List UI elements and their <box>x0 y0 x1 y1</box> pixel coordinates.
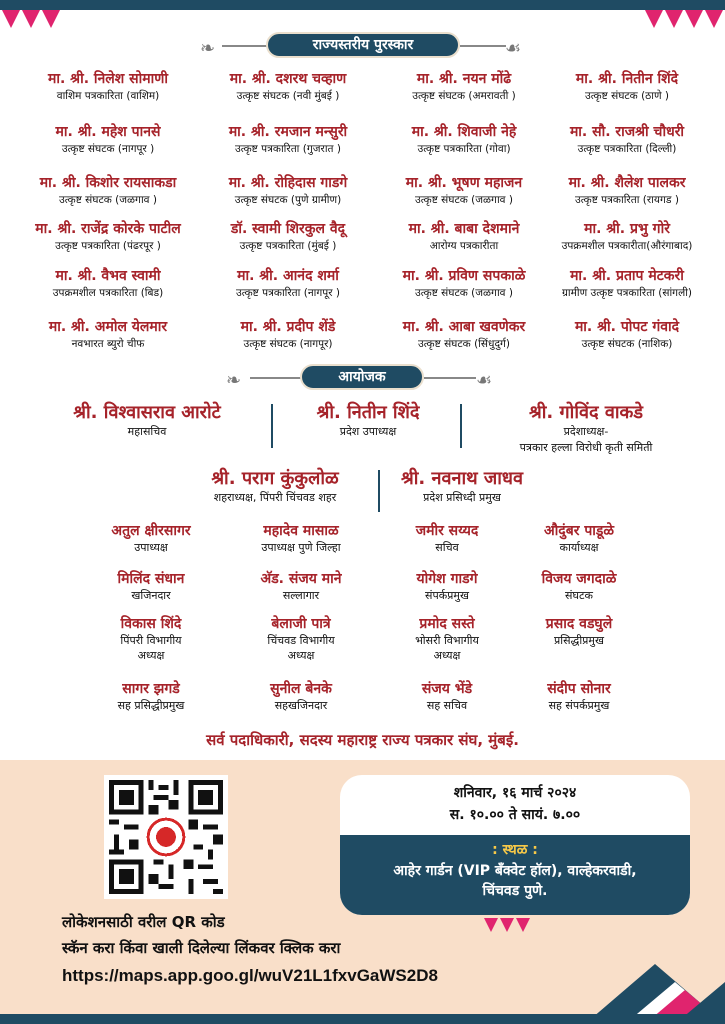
award-name: डॉ. स्वामी शिरकुल वैदू <box>230 221 346 237</box>
organizer-name: अ‍ॅड. संजय माने <box>260 571 342 587</box>
leader-desc: प्रदेशाध्यक्ष- <box>563 425 609 438</box>
divider <box>378 470 380 512</box>
location-instruction-line2: स्कॅन करा किंवा खाली दिलेल्या लिंकवर क्लिक करा <box>62 939 341 957</box>
map-link[interactable]: https://maps.app.goo.gl/wuV21L1fxvGaWS2D8 <box>62 966 438 985</box>
leader-name: श्री. गोविंद वाकडे <box>529 402 643 423</box>
award-entry <box>537 220 717 254</box>
award-entry <box>198 174 378 208</box>
award-name: मा. श्री. शैलेश पालकर <box>568 175 686 191</box>
award-entry <box>198 267 378 301</box>
organizer-role: पिंपरी विभागीय <box>120 634 182 647</box>
award-entry <box>18 174 198 208</box>
award-name: मा. श्री. वैभव स्वामी <box>55 268 161 284</box>
award-entry <box>537 123 717 157</box>
organizer-entry <box>216 522 386 555</box>
leader-desc: पत्रकार हल्ला विरोधी कृती समिती <box>519 441 653 454</box>
award-desc: उत्कृष्ट संघटक (अमरावती ) <box>412 90 516 102</box>
awards-section-header <box>0 30 725 62</box>
organizer-entry <box>66 615 236 663</box>
organizer-entry <box>494 680 664 713</box>
organizer-name: सुनील बेनके <box>270 681 332 697</box>
award-desc: वाशिम पत्रकारिता (वाशिम) <box>56 90 160 102</box>
pink-triangle-decoration <box>645 10 663 28</box>
leader-name: श्री. नितीन शिंदे <box>316 402 420 423</box>
organizer-role: उपाध्यक्ष <box>134 541 168 554</box>
award-name: मा. श्री. नितीन शिंदे <box>575 71 679 87</box>
award-name: मा. श्री. प्रभु गोरे <box>584 221 670 237</box>
award-entry <box>18 70 198 104</box>
award-entry <box>537 267 717 301</box>
organizer-name: प्रमोद सस्ते <box>419 616 475 632</box>
qr-code[interactable] <box>104 775 228 899</box>
award-desc: उत्कृष्ट पत्रकारिता (नागपूर ) <box>236 287 340 299</box>
award-desc: नवभारत ब्युरो चीफ <box>71 338 145 350</box>
award-entry <box>374 174 554 208</box>
award-name: मा. श्री. रमजान मन्सुरी <box>228 124 348 140</box>
organizer-role: संपर्कप्रमुख <box>425 589 469 602</box>
leader-entry <box>382 468 542 506</box>
award-name: मा. श्री. प्रविण सपकाळे <box>402 268 526 284</box>
leader-desc: शहराध्यक्ष, पिंपरी चिंचवड शहर <box>213 491 337 504</box>
flourish-left: ❧ <box>226 370 242 391</box>
organizer-role: खजिनदार <box>131 589 171 602</box>
award-name: मा. श्री. आबा खवणेकर <box>402 319 526 335</box>
organizer-name: संजय भेंडे <box>421 681 473 697</box>
leader-entry <box>278 402 458 440</box>
organizer-role: सह संपर्कप्रमुख <box>548 699 610 712</box>
organizer-entry <box>66 680 236 713</box>
organizer-name: सागर झगडे <box>122 681 180 697</box>
award-desc: उपक्रमशील पत्रकारिता (बिड) <box>52 287 164 299</box>
flourish-left: ❧ <box>200 38 216 59</box>
organizer-entry <box>494 522 664 555</box>
organizer-role: अध्यक्ष <box>137 649 165 662</box>
divider <box>271 404 273 448</box>
award-desc: उत्कृष्ट पत्रकारिता (रायगड ) <box>575 194 679 206</box>
award-entry <box>18 220 198 254</box>
organizer-name: जमीर सय्यद <box>415 523 479 539</box>
award-name: मा. सौ. राजश्री चौधरी <box>569 124 685 140</box>
all-members-line: सर्व पदाधिकारी, सदस्य महाराष्ट्र राज्य पत्रकार संघ, मुंबई. <box>206 731 519 749</box>
pink-triangle-decoration <box>665 10 683 28</box>
organizer-role: अध्यक्ष <box>287 649 315 662</box>
pink-triangle-decoration <box>2 10 20 28</box>
awards-heading: राज्यस्तरीय पुरस्कार <box>266 32 460 58</box>
award-name: मा. श्री. भूषण महाजन <box>405 175 523 191</box>
organizer-name: विकास शिंदे <box>120 616 182 632</box>
event-time: स. १०.०० ते सायं. ७.०० <box>449 807 581 823</box>
organizer-name: प्रसाद वडघुले <box>545 616 613 632</box>
organizers-section-header <box>0 362 725 394</box>
leader-entry <box>466 402 706 456</box>
organizer-name: मिलिंद संधान <box>117 571 185 587</box>
divider <box>460 45 506 47</box>
award-desc: उत्कृष्ट संघटक (जळगाव ) <box>415 287 513 299</box>
leader-entry <box>22 402 272 440</box>
organizer-name: योगेश गाडगे <box>416 571 478 587</box>
award-desc: उत्कृष्ट पत्रकारिता (दिल्ली) <box>577 143 677 155</box>
award-desc: उत्कृष्ट पत्रकारिता (गुजरात ) <box>235 143 341 155</box>
award-name: मा. श्री. रोहिदास गाडगे <box>228 175 348 191</box>
venue-address-line1: आहेर गार्डन (VIP बँक्वेट हॉल), वाल्हेकरवाडी, <box>393 863 637 879</box>
award-desc: उत्कृष्ट संघटक (नाशिक) <box>581 338 673 350</box>
divider <box>424 377 476 379</box>
flourish-right: ☙ <box>476 370 493 391</box>
award-entry <box>374 318 554 352</box>
award-entry <box>537 318 717 352</box>
organizer-name: बेलाजी पात्रे <box>271 616 331 632</box>
award-name: मा. श्री. दशरथ चव्हाण <box>229 71 347 87</box>
award-name: मा. श्री. महेश पानसे <box>55 124 161 140</box>
organizers-heading: आयोजक <box>300 364 424 390</box>
award-desc: ग्रामीण उत्कृष्ट पत्रकारिता (सांगली) <box>561 287 693 299</box>
organizer-name: संदीप सोनार <box>547 681 611 697</box>
award-desc: उत्कृष्ट संघटक (सिंधुदुर्ग) <box>417 338 511 350</box>
award-entry <box>198 70 378 104</box>
event-details-card <box>340 775 690 915</box>
organizer-name: औदुंबर पाडूळे <box>543 523 615 539</box>
organizer-name: महादेव मासाळ <box>263 523 339 539</box>
award-desc: आरोग्य पत्रकारीता <box>429 240 499 252</box>
organizer-name: विजय जगदाळे <box>541 571 617 587</box>
divider <box>222 45 268 47</box>
award-entry <box>374 123 554 157</box>
qr-code-graphic <box>104 775 228 899</box>
award-desc: उपक्रमशील पत्रकारीता(औरंगाबाद) <box>561 240 693 252</box>
event-date-time <box>340 775 690 833</box>
award-desc: उत्कृष्ट पत्रकारिता (मुंबई ) <box>239 240 337 252</box>
venue-address-line2: चिंचवड पुणे. <box>482 883 548 899</box>
divider <box>250 377 302 379</box>
award-entry <box>374 70 554 104</box>
pink-triangle-decoration <box>685 10 703 28</box>
bottom-strip <box>0 1014 725 1024</box>
leader-desc: प्रदेश प्रसिध्दी प्रमुख <box>423 491 501 504</box>
leader-desc: प्रदेश उपाध्यक्ष <box>339 425 397 438</box>
award-name: मा. श्री. किशोर रायसाकडा <box>39 175 177 191</box>
award-name: मा. श्री. नयन मोंढे <box>416 71 512 87</box>
organizer-role: सचिव <box>435 541 459 554</box>
organizer-role: चिंचवड विभागीय <box>267 634 335 647</box>
award-entry <box>18 318 198 352</box>
event-date: शनिवार, १६ मार्च २०२४ <box>453 785 577 801</box>
award-entry <box>198 318 378 352</box>
award-name: मा. श्री. आनंद शर्मा <box>237 268 339 284</box>
organizer-role: भोसरी विभागीय <box>415 634 479 647</box>
award-entry <box>198 220 378 254</box>
award-desc: उत्कृष्ट पत्रकारिता (पंढरपूर ) <box>55 240 161 252</box>
award-name: मा. श्री. पोपट गंवादे <box>574 319 680 335</box>
organizer-role: कार्याध्यक्ष <box>559 541 599 554</box>
award-desc: उत्कृष्ट संघटक (जळगाव ) <box>59 194 157 206</box>
leader-desc: महासचिव <box>127 425 167 438</box>
leader-name: श्री. विश्वासराव आरोटे <box>73 402 221 423</box>
organizer-entry <box>66 522 236 555</box>
award-desc: उत्कृष्ट संघटक (जळगाव ) <box>415 194 513 206</box>
divider <box>460 404 462 448</box>
award-entry <box>374 267 554 301</box>
award-entry <box>18 267 198 301</box>
award-name: मा. श्री. निलेश सोमाणी <box>47 71 169 87</box>
organizer-entry <box>494 570 664 603</box>
organizer-role: सल्लागार <box>282 589 320 602</box>
organizer-role: सह प्रसिद्धीप्रमुख <box>117 699 185 712</box>
award-name: मा. श्री. अमोल येलमार <box>48 319 168 335</box>
award-name: मा. श्री. राजेंद्र कोरके पाटील <box>35 221 181 237</box>
venue-label: : स्थळ : <box>492 842 538 858</box>
event-venue <box>340 835 690 915</box>
award-name: मा. श्री. शिवाजी नेहे <box>411 124 517 140</box>
pink-triangle-decoration <box>500 918 514 932</box>
pink-triangle-decoration <box>42 10 60 28</box>
pink-triangle-decoration <box>705 10 723 28</box>
award-entry <box>537 70 717 104</box>
organizer-role: अध्यक्ष <box>433 649 461 662</box>
award-name: मा. श्री. प्रदीप शेंडे <box>240 319 336 335</box>
organizer-entry <box>66 570 236 603</box>
organizer-role: सहखजिनदार <box>274 699 328 712</box>
organizer-entry <box>216 680 386 713</box>
award-entry <box>537 174 717 208</box>
organizer-role: संघटक <box>565 589 593 602</box>
award-entry <box>18 123 198 157</box>
award-desc: उत्कृष्ट संघटक (ठाणे ) <box>584 90 670 102</box>
leader-name: श्री. पराग कुंकुलोळ <box>211 468 339 489</box>
flourish-right: ☙ <box>505 38 522 59</box>
pink-triangle-decoration <box>484 918 498 932</box>
organizer-entry <box>216 615 386 663</box>
organizer-entry <box>494 615 664 648</box>
award-desc: उत्कृष्ट संघटक (पुणे ग्रामीण) <box>234 194 342 206</box>
pink-triangle-decoration <box>22 10 40 28</box>
award-entry <box>374 220 554 254</box>
pink-triangle-decoration <box>516 918 530 932</box>
award-desc: उत्कृष्ट संघटक (नागपूर ) <box>61 143 155 155</box>
top-bar <box>0 0 725 10</box>
organizer-entry <box>216 570 386 603</box>
leader-name: श्री. नवनाथ जाधव <box>400 468 524 489</box>
award-desc: उत्कृष्ट पत्रकारिता (गोवा) <box>417 143 511 155</box>
award-desc: उत्कृष्ट संघटक (नागपूर) <box>243 338 333 350</box>
award-desc: उत्कृष्ट संघटक (नवी मुंबई ) <box>236 90 340 102</box>
location-instruction-line1: लोकेशनसाठी वरील QR कोड <box>62 913 225 931</box>
organizer-role: प्रसिद्धीप्रमुख <box>553 634 605 647</box>
corner-decoration <box>545 944 725 1024</box>
award-entry <box>198 123 378 157</box>
award-name: मा. श्री. प्रताप मेटकरी <box>570 268 684 284</box>
award-name: मा. श्री. बाबा देशमाने <box>408 221 520 237</box>
organizer-name: अतुल क्षीरसागर <box>111 523 191 539</box>
organizer-role: उपाध्यक्ष पुणे जिल्हा <box>261 541 341 554</box>
leader-entry <box>175 468 375 506</box>
organizer-role: सह सचिव <box>426 699 468 712</box>
